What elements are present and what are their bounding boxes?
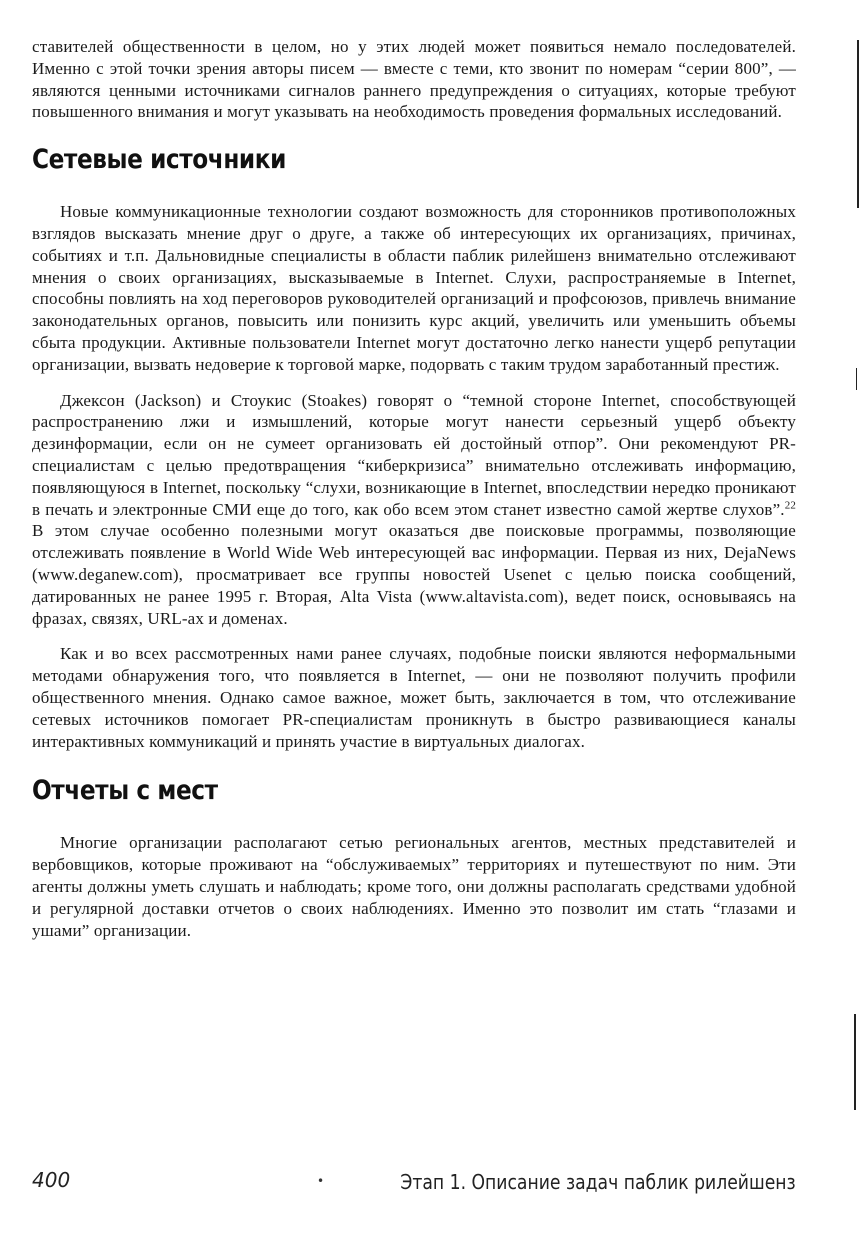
margin-scan-bar — [857, 40, 859, 208]
margin-scan-bar — [854, 1014, 856, 1110]
footer-bullet-icon: • — [317, 1174, 325, 1188]
field-paragraph-1: Многие организации располагают сетью региональных агентов, местных представителей и вербовщиков, которые проживают на “обслуживаемых” территориях и путешествуют по ним. Эти агенты должны уметь слушать и наблюдать; кроме того, они должны располагать средствами удобной и регулярной доставки отчетов о своих наблюдениях. Именно это позволит им стать “глазами и ушами” организации. — [32, 833, 796, 940]
network-paragraph-2 — [32, 390, 796, 630]
running-title: Этап 1. Описание задач паблик рилейшенз — [400, 1170, 796, 1194]
network-paragraph-2-text-b: В этом случае особенно полезными могут оказаться две поисковые программы, позволяющие отслеживать появление в World Wide Web интересующей вас информации. Первая из них, DejaNews (www.deganew.com), просматривает все группы новостей Usenet с целью поиска сообщений, датированных не ранее 1995 г. Вторая, Alta Vista (www.altavista.com), ведет поиск, основываясь на фразах, связях, URL-ах и доменах. — [32, 521, 796, 628]
intro-paragraph: ставителей общественности в целом, но у этих людей может появиться немало последователей. Именно с этой точки зрения авторы писем — вместе с теми, кто звонит по номерам “серии 800”, — являются ценными источниками сигналов раннего предупреждения о ситуациях, которые требуют повышенного внимания и могут указывать на необходимость проведения формальных исследований. — [32, 37, 796, 122]
network-paragraph-1: Новые коммуникационные технологии создают возможность для сторонников противоположных взглядов высказать мнение друг о друге, а также об интересующих их организациях, причинах, событиях и т.п. Дальновидные специалисты в области паблик рилейшенз внимательно отслеживают мнения о своих организациях, высказываемые в Internet. Слухи, распространяемые в Internet, способны повлиять на ход переговоров руководителей организаций и профсоюзов, привлечь внимание законодательных органов, повысить или понизить курс акций, увеличить или уменьшить объемы сбыта продукции. Активные пользователи Internet могут достаточно легко нанести ущерб репутации организации, вызвать недоверие к торговой марке, подорвать с таким трудом заработанный престиж. — [32, 202, 796, 374]
text-column — [32, 36, 796, 941]
section-heading-field-reports: Отчеты с мест — [32, 775, 218, 807]
margin-scan-mark — [856, 368, 857, 390]
page-footer — [32, 1168, 796, 1198]
network-paragraph-3: Как и во всех рассмотренных нами ранее случаях, подобные поиски являются неформальными методами обнаружения того, что появляется в Internet, — они не позволяют получить профили общественного мнения. Однако самое важное, может быть, заключается в том, что отслеживание сетевых источников помогает PR-специалистам проникнуть в быстро развивающиеся каналы интерактивных коммуникаций и принять участие в виртуальных диалогах. — [32, 644, 796, 751]
footnote-ref-22: 22 — [784, 498, 796, 511]
page-number: 400 — [32, 1168, 71, 1192]
section-heading-network: Сетевые источники — [32, 144, 286, 176]
network-paragraph-2-text-a: Джексон (Jackson) и Стоукис (Stoakes) говорят о “темной стороне Internet, способствующей распространению лжи и измышлений, которые могут нанести серьезный ущерб объекту дезинформации, если он не сумеет организовать ей достойный отпор”. Они рекомендуют PR-специалистам с целью предотвращения “киберкризиса” внимательно отслеживать информацию, появляющуюся в Internet, поскольку “слухи, возникающие в Internet, впоследствии нередко проникают в печать и электронные СМИ еще до того, как обо всем этом станет известно самой жертве слухов”. — [32, 390, 796, 519]
